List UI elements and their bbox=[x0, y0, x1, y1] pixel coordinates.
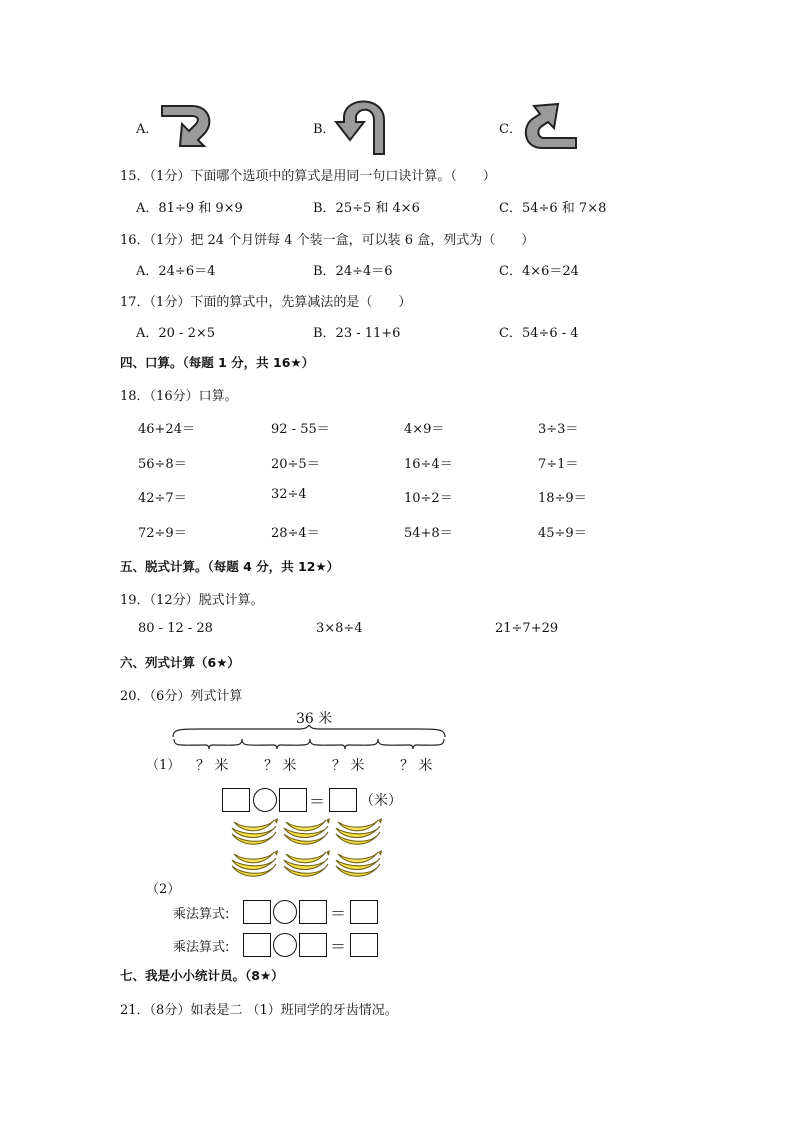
q18-item: 28÷4＝ bbox=[271, 526, 320, 541]
curved-arrow-up-left-icon bbox=[334, 98, 390, 156]
curved-arrow-left-icon bbox=[518, 100, 578, 152]
q21-stem: 21．（8分）如表是二 （1）班同学的牙齿情况。 bbox=[120, 1003, 398, 1018]
q18-stem: 18．（16分）口算。 bbox=[120, 389, 238, 404]
banana-bunches-image bbox=[228, 814, 384, 884]
q20-part2-label: （2） bbox=[146, 882, 181, 897]
equals-sign: ＝ bbox=[330, 937, 347, 956]
q14-option-a-label: A． bbox=[136, 122, 159, 137]
unit-label: （米） bbox=[360, 793, 402, 809]
answer-box[interactable] bbox=[350, 900, 378, 924]
q18-item: 20÷5＝ bbox=[271, 457, 320, 472]
q15-stem: 15．（1分）下面哪个选项中的算式是用同一句口诀计算。（ ） bbox=[120, 169, 496, 184]
q18-item: 10÷2＝ bbox=[404, 491, 453, 506]
section-6-heading: 六、列式计算（6★） bbox=[120, 655, 240, 670]
segment-label: ？ 米 bbox=[196, 758, 229, 774]
q20-total-label: 36 米 bbox=[296, 711, 333, 727]
q19-item: 3×8÷4 bbox=[316, 621, 363, 636]
formula-label: 乘法算式: bbox=[173, 907, 230, 922]
q18-item: 16÷4＝ bbox=[404, 457, 453, 472]
q18-item: 18÷9＝ bbox=[538, 491, 587, 506]
q18-item: 72÷9＝ bbox=[138, 526, 187, 541]
q16-option-c[interactable]: C．4×6＝24 bbox=[499, 264, 579, 279]
answer-box[interactable] bbox=[329, 788, 357, 812]
equals-sign: ＝ bbox=[330, 904, 347, 923]
answer-box[interactable] bbox=[243, 900, 271, 924]
operator-circle[interactable] bbox=[253, 788, 277, 812]
segment-label: ？ 米 bbox=[264, 758, 297, 774]
q19-stem: 19．（12分）脱式计算。 bbox=[120, 593, 264, 608]
q15-option-b[interactable]: B．25÷5 和 4×6 bbox=[313, 201, 420, 216]
section-7-heading: 七、我是小小统计员。（8★） bbox=[120, 968, 284, 983]
q20-part1-label: （1） bbox=[146, 758, 181, 773]
q17-option-c[interactable]: C．54÷6 - 4 bbox=[499, 326, 579, 341]
q17-stem: 17．（1分）下面的算式中，先算减法的是（ ） bbox=[120, 295, 412, 310]
q18-item: 32÷4 bbox=[271, 487, 307, 502]
q17-option-b[interactable]: B．23 - 11+6 bbox=[313, 326, 401, 341]
q16-option-a[interactable]: A．24÷6＝4 bbox=[136, 264, 216, 279]
q18-item: 54+8＝ bbox=[404, 526, 453, 541]
q15-option-a[interactable]: A．81÷9 和 9×9 bbox=[136, 201, 243, 216]
q18-item: 42÷7＝ bbox=[138, 491, 187, 506]
q18-item: 46+24＝ bbox=[138, 422, 195, 437]
q18-item: 7÷1＝ bbox=[538, 457, 579, 472]
q18-item: 92 - 55＝ bbox=[271, 422, 330, 437]
answer-box[interactable] bbox=[279, 788, 307, 812]
segment-label: ？ 米 bbox=[400, 758, 433, 774]
q16-option-b[interactable]: B．24÷4＝6 bbox=[313, 264, 393, 279]
q16-stem: 16．（1分）把 24 个月饼每 4 个装一盒，可以装 6 盒，列式为（ ） bbox=[120, 233, 535, 248]
q15-option-c[interactable]: C．54÷6 和 7×8 bbox=[499, 201, 607, 216]
q19-item: 80 - 12 - 28 bbox=[138, 621, 213, 636]
answer-box[interactable] bbox=[299, 933, 327, 957]
answer-box[interactable] bbox=[299, 900, 327, 924]
q20-stem: 20．（6分）列式计算 bbox=[120, 689, 243, 704]
q14-option-c-label: C． bbox=[499, 122, 522, 137]
q19-item: 21÷7+29 bbox=[495, 621, 559, 636]
q14-option-b-label: B． bbox=[313, 122, 336, 137]
q18-item: 56÷8＝ bbox=[138, 457, 187, 472]
operator-circle[interactable] bbox=[273, 900, 297, 924]
answer-box[interactable] bbox=[222, 788, 250, 812]
segment-label: ？ 米 bbox=[332, 758, 365, 774]
q18-item: 4×9＝ bbox=[404, 422, 445, 437]
section-5-heading: 五、脱式计算。（每题 4 分，共 12★） bbox=[120, 559, 340, 574]
segment-brace-diagram bbox=[170, 725, 448, 751]
operator-circle[interactable] bbox=[273, 933, 297, 957]
q18-item: 45÷9＝ bbox=[538, 526, 587, 541]
q17-option-a[interactable]: A．20 - 2×5 bbox=[136, 326, 216, 341]
q18-item: 3÷3＝ bbox=[538, 422, 579, 437]
answer-box[interactable] bbox=[350, 933, 378, 957]
formula-label: 乘法算式: bbox=[173, 940, 230, 955]
section-4-heading: 四、口算。（每题 1 分，共 16★） bbox=[120, 355, 315, 370]
answer-box[interactable] bbox=[243, 933, 271, 957]
equals-sign: ＝ bbox=[309, 792, 326, 811]
curved-arrow-down-right-icon bbox=[158, 100, 218, 152]
